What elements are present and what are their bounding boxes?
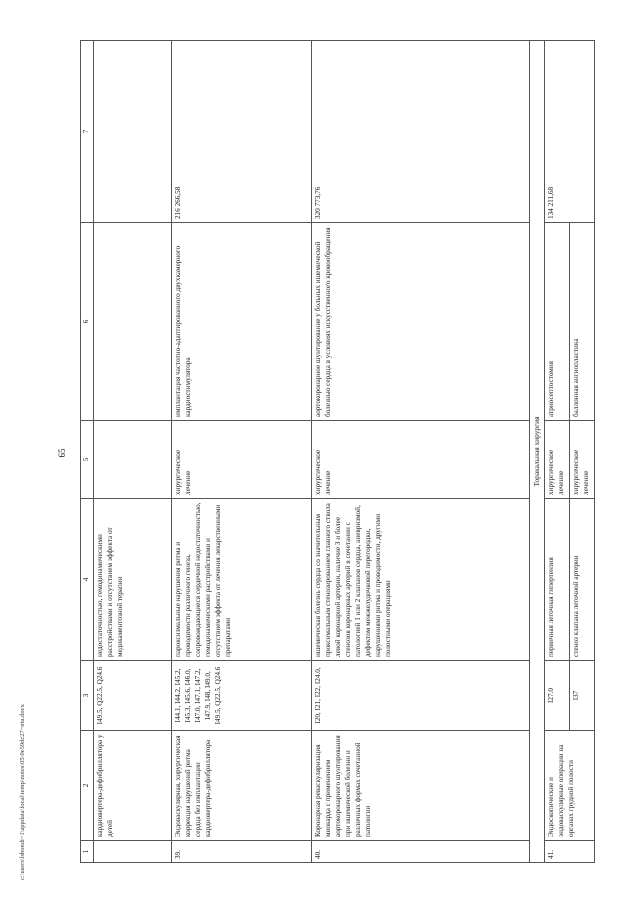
treatment-method: аортокоронарное шунтирование у больных ишемической болезнью сердца в условиях искусственного кровообращения	[311, 223, 529, 421]
section-row	[529, 41, 544, 863]
cost-value: 320 773,76	[311, 41, 529, 223]
row-number: 39.	[171, 841, 311, 863]
row-number: 40.	[311, 841, 529, 863]
patient-model: недостаточностью, гемодинамическими расстройствами и отсутствием эффекта от медикаментозной терапии	[93, 499, 171, 661]
page-number: 65	[57, 448, 67, 458]
treatment-method: баллонная ангиопластика	[570, 223, 595, 421]
patient-model: пароксизмальные нарушения ритма и проводимости различного генеза, сопровождающиеся сердечной недостаточностью, гемодинамическими расстройствами и отсутствием эффекта от лечения лекарственными препаратами	[171, 499, 311, 661]
patient-model: стеноз клапана легочной артерии	[570, 499, 595, 661]
cost-value	[93, 41, 171, 223]
treatment-type: хирургическое лечение	[311, 421, 529, 499]
patient-model: первичная легочная гипертензия	[545, 499, 570, 661]
table-row	[93, 41, 171, 863]
cost-value: 216 266,58	[171, 41, 311, 223]
header-cell: 7	[81, 41, 94, 223]
patient-model: ишемическая болезнь сердца со значительным проксимальным стенозированием главного ствола левой коронарной артерии, наличие 3 и более стенозов коронарных артерий в сочетании с патологией 1 или 2 клапанов сердца, аневризмой, дефектом межжелудочковой перегородки, нарушениями ритма и проводимости, другими полостными операциями	[311, 499, 529, 661]
treatment-method: имплантация частотно-адаптированного двухкамерного кардиостимулятора	[171, 223, 311, 421]
table-header-row	[81, 41, 94, 863]
section-title: Торакальная хирургия	[529, 41, 544, 863]
header-cell: 3	[81, 661, 94, 731]
treatment-method: атриосептостомия	[545, 223, 570, 421]
table-row	[171, 41, 311, 863]
procedures-table	[80, 40, 595, 863]
row-number	[93, 841, 171, 863]
icd-codes: I37	[570, 661, 595, 731]
procedure-name: Эндоваскулярная, хирургическая коррекция нарушений ритма сердца без имплантации кардиовертера-дефибриллятора	[171, 731, 311, 841]
icd-codes: I49.5, Q22.5, Q24.6	[93, 661, 171, 731]
icd-codes: I27.0	[545, 661, 570, 731]
row-number: 41.	[545, 841, 595, 863]
rotated-sheet	[80, 41, 590, 863]
header-cell: 6	[81, 223, 94, 421]
treatment-type	[93, 421, 171, 499]
treatment-type: хирургическое лечение	[171, 421, 311, 499]
procedure-name: кардиовертера-дефибриллятора у детей	[93, 731, 171, 841]
header-cell: 1	[81, 841, 94, 863]
icd-codes: I20, I21, I22, I24.0,	[311, 661, 529, 731]
treatment-method	[93, 223, 171, 421]
cost-value: 134 211,68	[545, 41, 595, 223]
table-row	[311, 41, 529, 863]
footer-path-text: c:\users\lsbondi~1\appdata\local\temp\notes\05\0e59dc27~ntu.docx	[19, 704, 26, 880]
procedure-name: Коронарная реваскуляризация миокарда с применением аортокоронарного шунтирования при ишемической болезни и различных формах сочетанной патологии	[311, 731, 529, 841]
table-row	[545, 41, 570, 863]
header-cell: 4	[81, 499, 94, 661]
header-cell: 2	[81, 731, 94, 841]
treatment-type: хирургическое лечение	[545, 421, 570, 499]
procedure-name: Эндоскопические и эндоваскулярные операции на органах грудной полости	[545, 731, 595, 841]
treatment-type: хирургическое лечение	[570, 421, 595, 499]
header-cell: 5	[81, 421, 94, 499]
icd-codes: I44.1, I44.2, I45.2, I45.3, I45.6, I46.0, I47.0, I47.1, I47.2, I47.9, I48, I49.0, I49.5, Q22.5, Q24.6	[171, 661, 311, 731]
